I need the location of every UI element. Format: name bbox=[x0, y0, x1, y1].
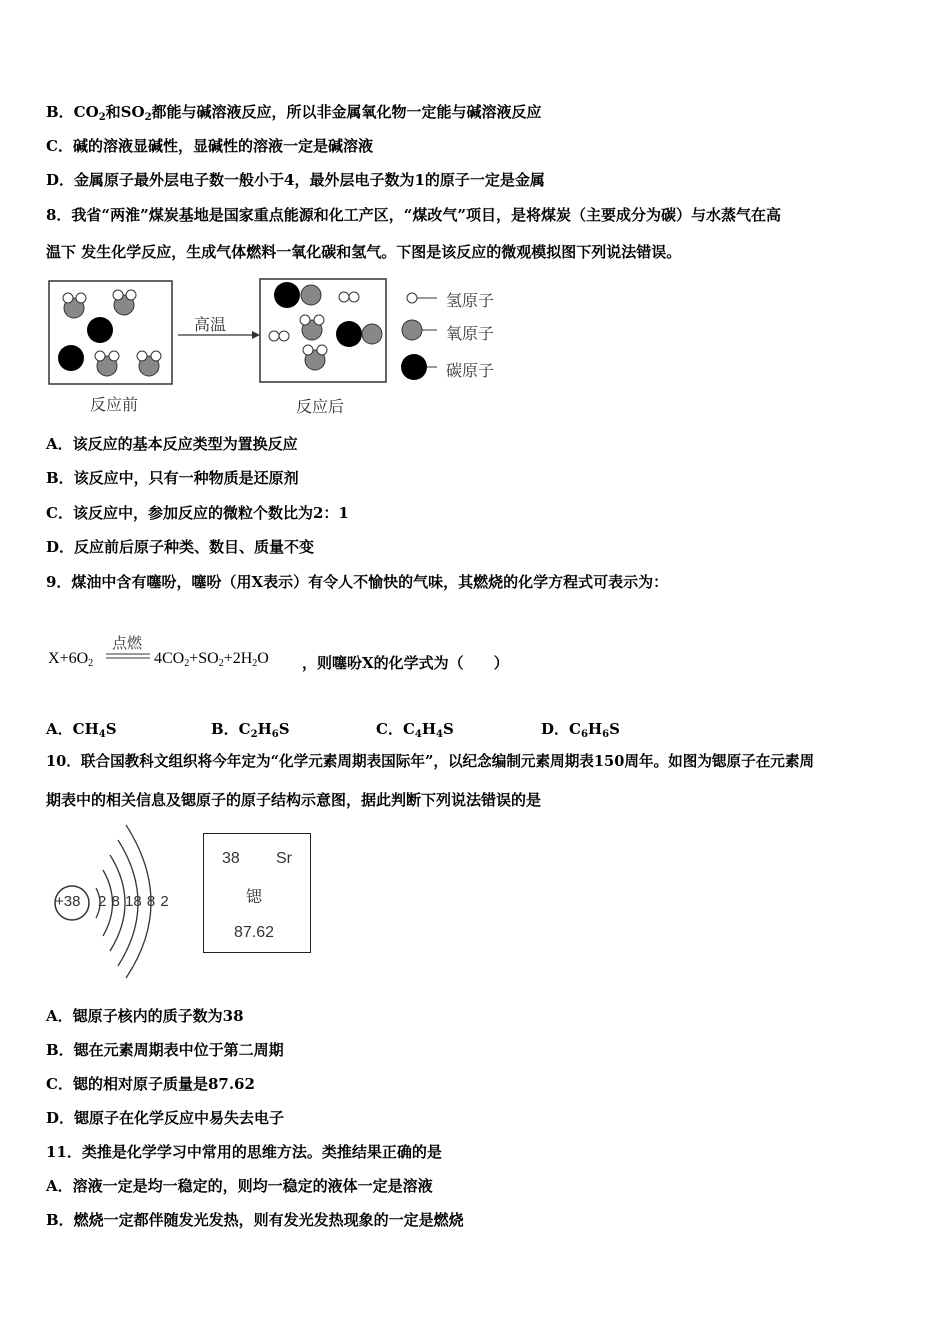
q9-option-d bbox=[541, 718, 620, 739]
subscript: 4 bbox=[98, 729, 106, 740]
after-label: 反应后 bbox=[296, 397, 345, 416]
question-8-stem-line1: 8．我省“两淮”煤炭基地是国家重点能源和化工产区，“煤改气”项目，是将煤炭（主要成分为碳）与水蒸气在高 bbox=[46, 206, 781, 224]
option-b-line bbox=[46, 102, 542, 122]
opt-text: S bbox=[609, 720, 620, 738]
q10-option-c: C．锶的相对原子质量是87.62 bbox=[46, 1075, 255, 1093]
option-c-line: C．碱的溶液显碱性，显碱性的溶液一定是碱溶液 bbox=[46, 137, 373, 155]
q9-option-b bbox=[211, 718, 290, 739]
legend-hydrogen: 氢原子 bbox=[446, 291, 495, 310]
q8-option-c: C．该反应中，参加反应的微粒个数比为2：1 bbox=[46, 504, 349, 522]
text-segment: 和SO bbox=[105, 103, 145, 121]
question-10-stem-line1: 10．联合国教科文组织将今年定为“化学元素周期表国际年”，以纪念编制元素周期表150周年。如图为锶原子在元素周 bbox=[46, 753, 815, 770]
legend-oxygen: 氧原子 bbox=[446, 324, 495, 343]
subscript: 6 bbox=[580, 729, 588, 740]
q10-option-a: A．锶原子核内的质子数为38 bbox=[46, 1007, 244, 1025]
eq-left: X+6O bbox=[48, 650, 89, 667]
q11-option-a: A．溶液一定是均一稳定的，则均一稳定的液体一定是溶液 bbox=[46, 1177, 433, 1195]
opt-text: B．C bbox=[211, 720, 251, 738]
subscript: 2 bbox=[144, 112, 152, 123]
opt-text: H bbox=[421, 720, 437, 738]
eq-double-line bbox=[106, 652, 150, 660]
hydrogen-legend-icon bbox=[407, 293, 417, 303]
carbon-atom bbox=[87, 317, 113, 343]
carbon-legend-icon bbox=[401, 354, 427, 380]
question-10-stem-line2: 期表中的相关信息及锶原子的原子结构示意图，据此判断下列说法错误的是 bbox=[46, 791, 542, 809]
text-segment: 都能与碱溶液反应，所以非金属氧化物一定能与碱溶液反应 bbox=[151, 103, 542, 121]
eq-condition: 点燃 bbox=[112, 634, 143, 652]
q9-option-a bbox=[46, 718, 117, 739]
subscript: 2 bbox=[250, 729, 258, 740]
oxygen-legend-icon bbox=[402, 320, 422, 340]
legend-carbon: 碳原子 bbox=[446, 361, 495, 380]
eq-part: +SO bbox=[189, 650, 219, 667]
opt-text: S bbox=[278, 720, 290, 738]
subscript: 6 bbox=[271, 729, 279, 740]
question-9-stem: 9．煤油中含有噻吩，噻吩（用X表示）有令人不愉快的气味，其燃烧的化学方程式可表示为： bbox=[46, 573, 669, 591]
q9-option-c bbox=[376, 718, 454, 739]
atomic-number: 38 bbox=[222, 850, 240, 867]
element-name: 锶 bbox=[246, 887, 263, 906]
opt-text: D．C bbox=[541, 720, 581, 738]
q8-option-a: A．该反应的基本反应类型为置换反应 bbox=[46, 435, 298, 453]
question-11-stem: 11．类推是化学学习中常用的思维方法。类推结果正确的是 bbox=[46, 1143, 442, 1161]
subscript: 4 bbox=[436, 729, 444, 740]
q8-option-d: D．反应前后原子种类、数目、质量不变 bbox=[46, 538, 315, 556]
element-symbol: Sr bbox=[276, 850, 292, 867]
q11-option-b: B．燃烧一定都伴随发光发热，则有发光发热现象的一定是燃烧 bbox=[46, 1211, 464, 1229]
option-d-line: D．金属原子最外层电子数一般小于4，最外层电子数为1的原子一定是金属 bbox=[46, 171, 545, 189]
q10-option-d: D．锶原子在化学反应中易失去电子 bbox=[46, 1109, 285, 1127]
opt-text: C．C bbox=[376, 720, 415, 738]
opt-text: A．CH bbox=[46, 720, 99, 738]
eq-part: +2H bbox=[223, 650, 253, 667]
opt-text: S bbox=[443, 720, 454, 738]
nucleus-label: +38 bbox=[55, 893, 81, 910]
element-card bbox=[203, 833, 311, 953]
subscript: 4 bbox=[414, 729, 422, 740]
subscript: 2 bbox=[88, 658, 94, 669]
q8-option-b: B．该反应中，只有一种物质是还原剂 bbox=[46, 469, 299, 487]
subscript: 2 bbox=[184, 658, 190, 669]
subscript: 6 bbox=[602, 729, 610, 740]
subscript: 2 bbox=[218, 658, 224, 669]
arrow-label: 高温 bbox=[194, 315, 227, 334]
eq-part: O bbox=[257, 650, 269, 667]
atomic-mass: 87.62 bbox=[234, 924, 275, 941]
carbon-atom bbox=[58, 345, 84, 371]
subscript: 2 bbox=[98, 112, 106, 123]
text-segment: B．CO bbox=[46, 103, 99, 121]
q10-option-b: B．锶在元素周期表中位于第二周期 bbox=[46, 1041, 284, 1059]
shell-electrons: 2 8 18 8 2 bbox=[98, 893, 169, 910]
eq-question: ，则噻吩X的化学式为（ ） bbox=[302, 654, 509, 672]
opt-text: H bbox=[257, 720, 272, 738]
opt-text: S bbox=[105, 720, 117, 738]
before-label: 反应前 bbox=[90, 395, 139, 414]
eq-part: 4CO bbox=[154, 650, 185, 667]
opt-text: H bbox=[587, 720, 603, 738]
question-8-stem-line2: 温下 发生化学反应，生成气体燃料一氧化碳和氢气。下图是该反应的微观模拟图下列说法错误。 bbox=[46, 243, 682, 261]
subscript: 2 bbox=[252, 658, 258, 669]
